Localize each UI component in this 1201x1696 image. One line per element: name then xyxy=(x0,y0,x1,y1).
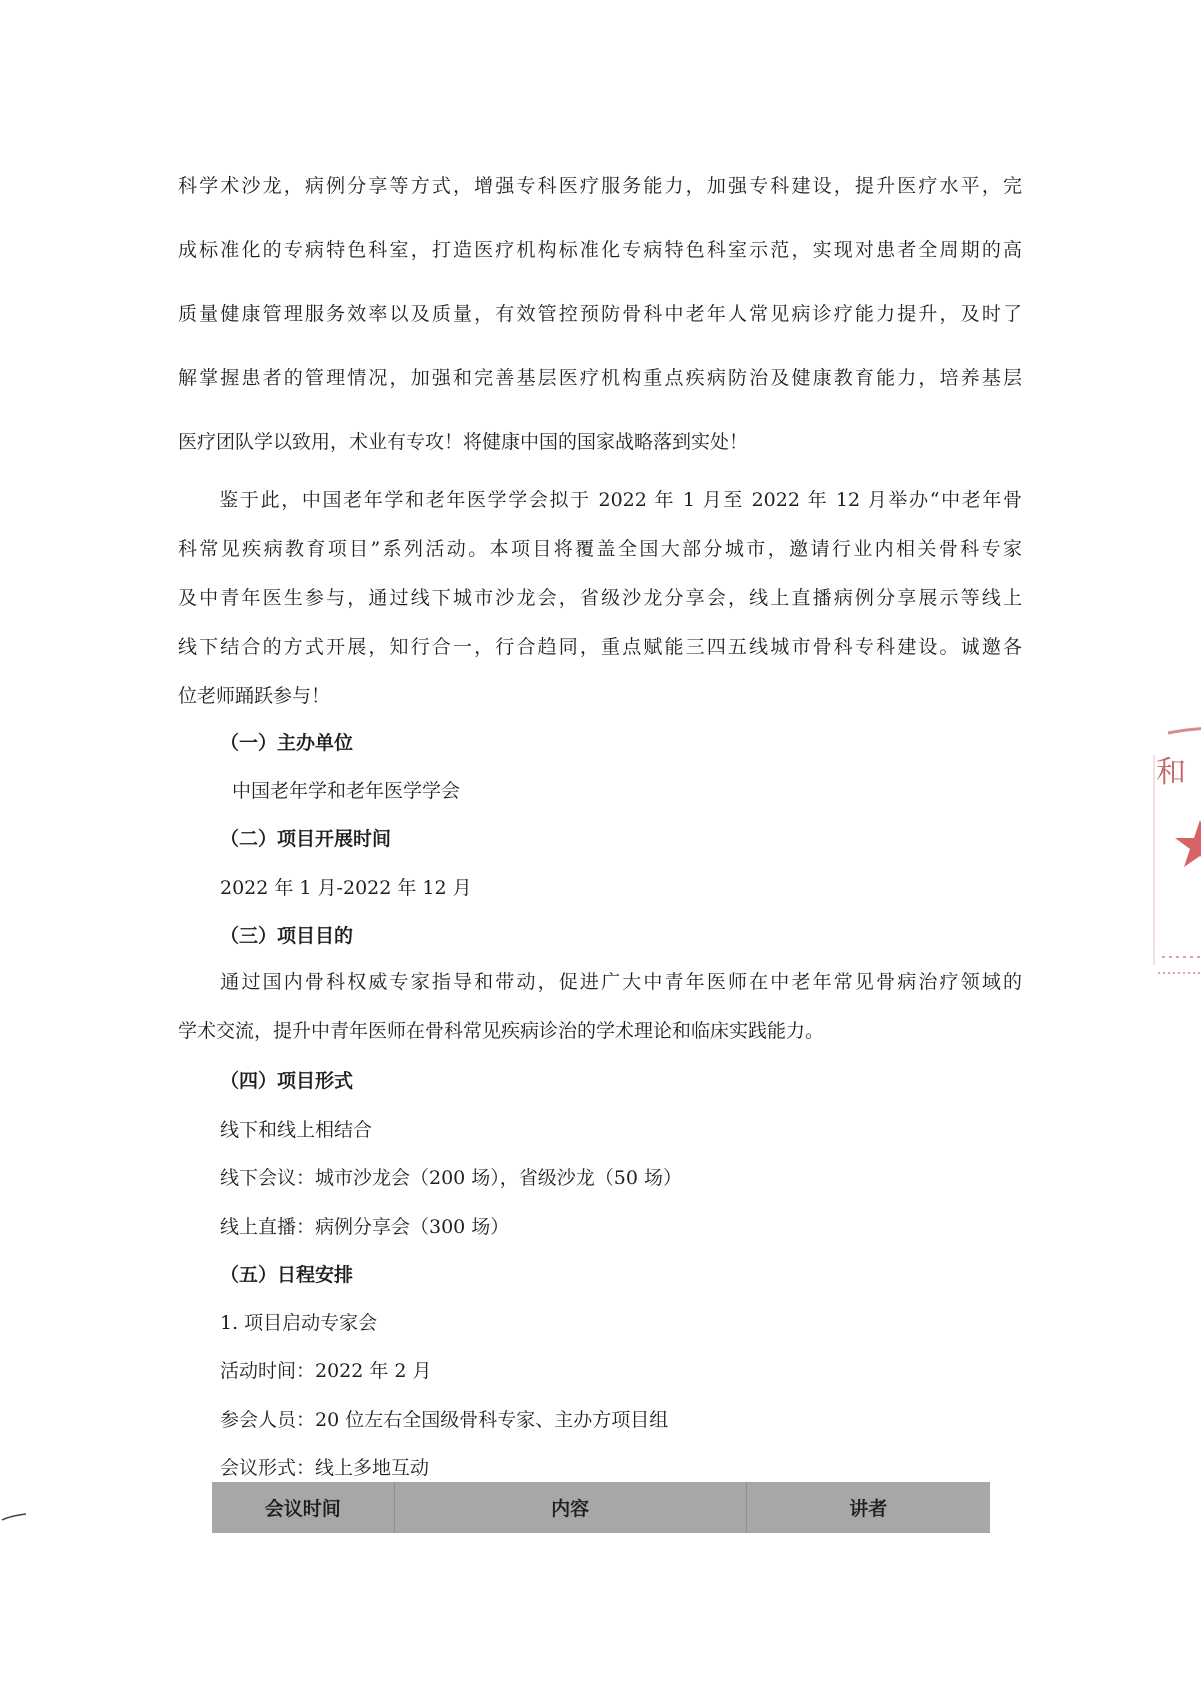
paragraph-line: 医疗团队学以致用，术业有专攻！将健康中国的国家战略落到实处！ xyxy=(178,431,749,453)
paragraph-line: 通过国内骨科权威专家指导和带动，促进广大中青年医师在中老年常见骨病治疗领域的 xyxy=(178,971,1022,993)
format-line: 线上直播：病例分享会（300 场） xyxy=(220,1216,510,1238)
section-heading-time: （二）项目开展时间 xyxy=(220,828,392,850)
schedule-line: 1. 项目启动专家会 xyxy=(220,1312,378,1334)
paragraph-line: 鉴于此，中国老年学和老年医学学会拟于 2022 年 1 月至 2022 年 12 月举办“中老年骨 xyxy=(178,489,1022,511)
project-period: 2022 年 1 月-2022 年 12 月 xyxy=(220,877,472,899)
section-heading-organizer: （一）主办单位 xyxy=(220,732,354,754)
table-header-cell: 讲者 xyxy=(849,1498,888,1520)
paragraph-line: 成标准化的专病特色科室，打造医疗机构标准化专病特色科室示范，实现对患者全周期的高 xyxy=(178,239,1022,261)
organizer-name: 中国老年学和老年医学学会 xyxy=(232,780,461,802)
paragraph-line: 质量健康管理服务效率以及质量，有效管控预防骨科中老年人常见病诊疗能力提升，及时了 xyxy=(178,303,1022,325)
section-heading-format: （四）项目形式 xyxy=(220,1070,354,1092)
table-header-cell: 会议时间 xyxy=(212,1482,395,1533)
format-line: 线下会议：城市沙龙会（200 场），省级沙龙（50 场） xyxy=(220,1167,683,1189)
paragraph-line: 线下结合的方式开展，知行合一，行合趋同，重点赋能三四五线城市骨科专科建设。诚邀各 xyxy=(178,636,1022,658)
scan-mark-icon xyxy=(0,1508,30,1528)
seal-text: 和 xyxy=(1156,755,1186,790)
paragraph-line: 科学术沙龙，病例分享等方式，增强专科医疗服务能力，加强专科建设，提升医疗水平，完 xyxy=(178,175,1022,197)
paragraph-line: 解掌握患者的管理情况，加强和完善基层医疗机构重点疾病防治及健康教育能力，培养基层 xyxy=(178,367,1022,389)
purpose-paragraph xyxy=(178,958,1022,1056)
paragraph-line: 位老师踊跃参与！ xyxy=(178,685,331,707)
section-heading-purpose: （三）项目目的 xyxy=(220,925,354,947)
schedule-line: 参会人员：20 位左右全国级骨科专家、主办方项目组 xyxy=(220,1409,669,1431)
paragraph-line: 及中青年医生参与，通过线下城市沙龙会，省级沙龙分享会，线上直播病例分享展示等线上 xyxy=(178,587,1022,609)
official-seal xyxy=(1148,725,1201,985)
section-heading-schedule: （五）日程安排 xyxy=(220,1264,354,1286)
schedule-line: 活动时间：2022 年 2 月 xyxy=(220,1360,432,1382)
project-paragraph xyxy=(178,476,1022,721)
intro-paragraph xyxy=(178,154,1022,474)
paragraph-line: 学术交流，提升中青年医师在骨科常见疾病诊治的学术理论和临床实践能力。 xyxy=(178,1020,825,1042)
table-header-cell: 内容 xyxy=(395,1482,747,1533)
schedule-line: 会议形式：线上多地互动 xyxy=(220,1457,430,1479)
paragraph-line: 科常见疾病教育项目”系列活动。本项目将覆盖全国大部分城市，邀请行业内相关骨科专家 xyxy=(178,538,1022,560)
schedule-table-header xyxy=(212,1482,990,1533)
format-line: 线下和线上相结合 xyxy=(220,1119,373,1141)
